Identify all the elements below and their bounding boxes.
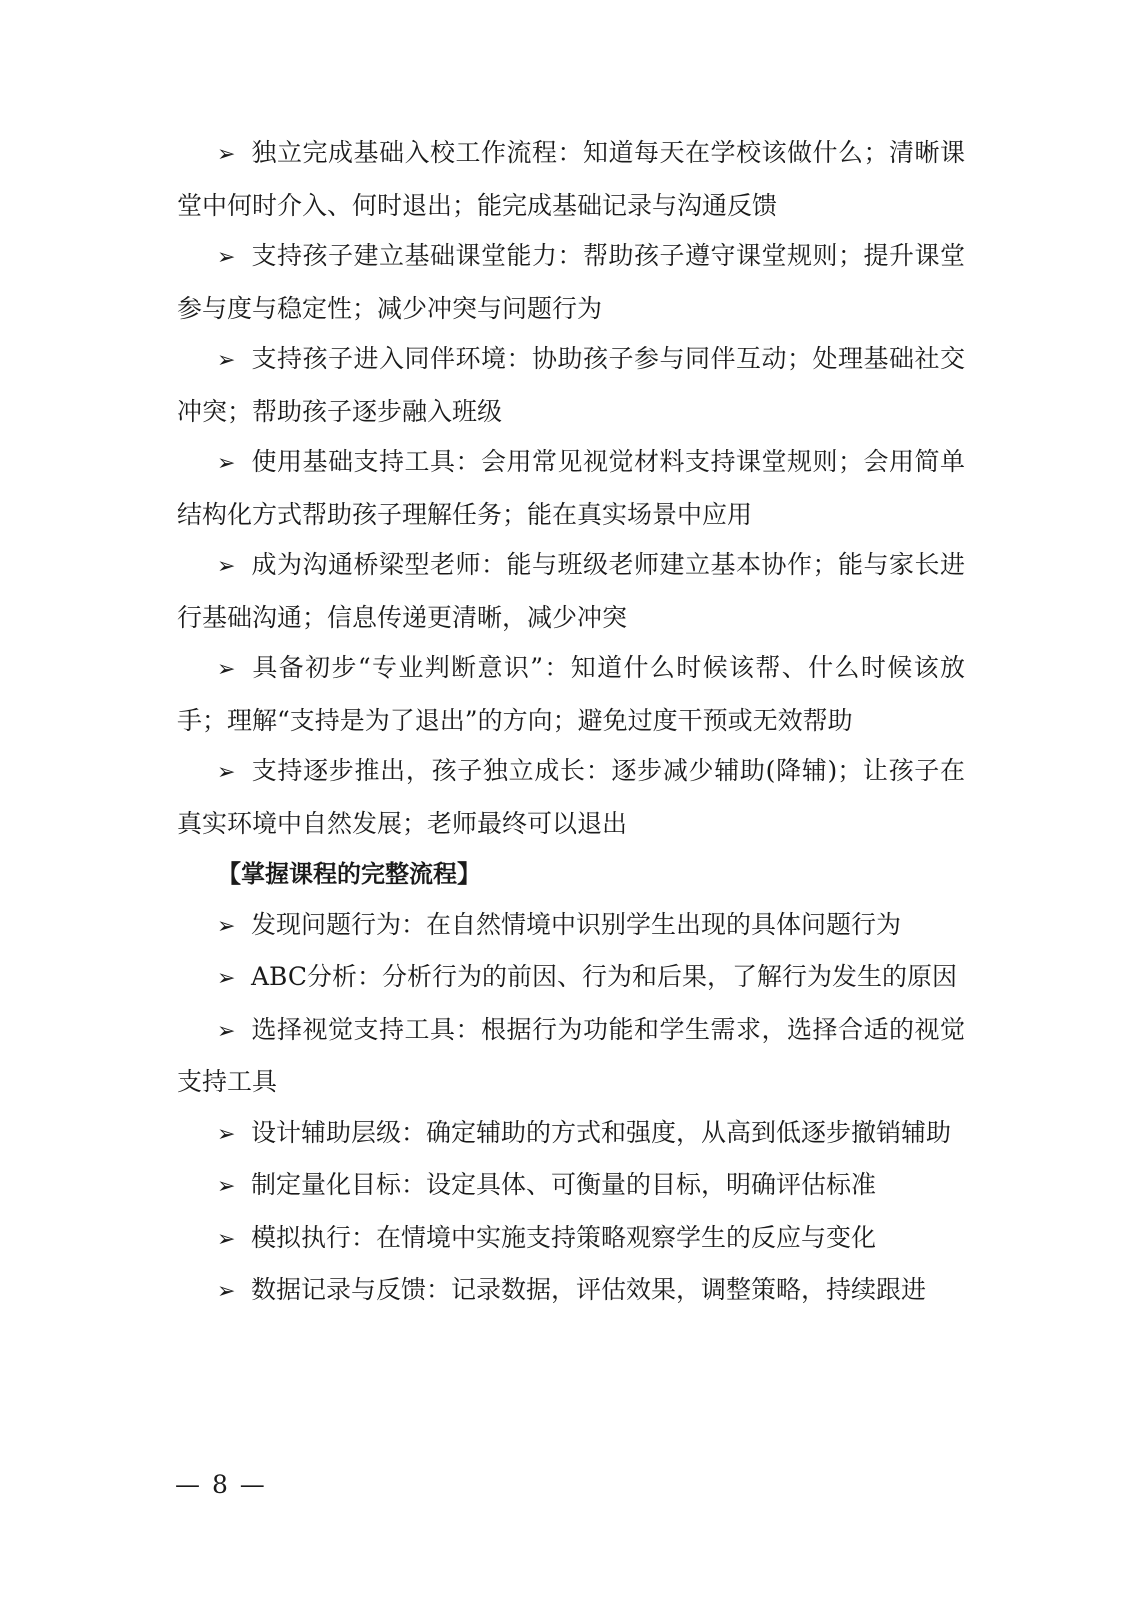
bullet-item bbox=[177, 1005, 965, 1108]
arrow-bullet-icon: ➢ bbox=[217, 1279, 236, 1304]
arrow-bullet-icon: ➢ bbox=[217, 760, 236, 785]
bullet-item bbox=[177, 128, 965, 231]
bullet-item bbox=[177, 746, 965, 849]
bullet-item bbox=[177, 643, 965, 746]
arrow-bullet-icon: ➢ bbox=[217, 554, 236, 579]
bullet-item bbox=[177, 334, 965, 437]
bullet-item bbox=[177, 1108, 965, 1161]
bullet-text: 具备初步“专业判断意识”：知道什么时候该帮、什么时候该放手；理解“支持是为了退出”的方向；避免过度干预或无效帮助 bbox=[177, 653, 965, 735]
bullet-text: ABC分析：分析行为的前因、行为和后果，了解行为发生的原因 bbox=[251, 962, 958, 991]
bullet-item bbox=[177, 437, 965, 540]
bullet-text: 独立完成基础入校工作流程：知道每天在学校该做什么；清晰课堂中何时介入、何时退出；能完成基础记录与沟通反馈 bbox=[177, 138, 965, 220]
arrow-bullet-icon: ➢ bbox=[217, 142, 236, 167]
arrow-bullet-icon: ➢ bbox=[217, 966, 236, 991]
page-number: — 8 — bbox=[175, 1470, 267, 1499]
arrow-bullet-icon: ➢ bbox=[217, 1121, 236, 1147]
body-text bbox=[177, 128, 965, 1318]
arrow-bullet-icon: ➢ bbox=[217, 1226, 236, 1252]
bullet-item bbox=[177, 1213, 965, 1266]
bullet-text: 成为沟通桥梁型老师：能与班级老师建立基本协作；能与家长进行基础沟通；信息传递更清晰，减少冲突 bbox=[177, 550, 965, 632]
bullet-item bbox=[177, 1265, 965, 1318]
bullet-text: 支持孩子进入同伴环境：协助孩子参与同伴互动；处理基础社交冲突；帮助孩子逐步融入班级 bbox=[177, 344, 965, 426]
arrow-bullet-icon: ➢ bbox=[217, 1174, 236, 1199]
arrow-bullet-icon: ➢ bbox=[217, 657, 236, 682]
arrow-bullet-icon: ➢ bbox=[217, 245, 236, 270]
bullet-text: 支持孩子建立基础课堂能力：帮助孩子遵守课堂规则；提升课堂参与度与稳定性；减少冲突与问题行为 bbox=[177, 241, 965, 323]
bullet-text: 设计辅助层级：确定辅助的方式和强度，从高到低逐步撤销辅助 bbox=[251, 1117, 952, 1147]
bullet-text: 选择视觉支持工具：根据行为功能和学生需求，选择合适的视觉支持工具 bbox=[177, 1014, 965, 1096]
bullet-item bbox=[177, 231, 965, 334]
arrow-bullet-icon: ➢ bbox=[217, 913, 236, 939]
section-heading: 【掌握课程的完整流程】 bbox=[217, 860, 481, 888]
arrow-bullet-icon: ➢ bbox=[217, 451, 236, 476]
bullet-text: 数据记录与反馈：记录数据，评估效果，调整策略，持续跟进 bbox=[251, 1275, 927, 1304]
bullet-item bbox=[177, 1160, 965, 1213]
bullet-item bbox=[177, 900, 965, 953]
bullet-text: 使用基础支持工具：会用常见视觉材料支持课堂规则；会用简单结构化方式帮助孩子理解任务；能在真实场景中应用 bbox=[177, 447, 965, 529]
bullet-text: 制定量化目标：设定具体、可衡量的目标，明确评估标准 bbox=[251, 1170, 877, 1199]
bullet-item bbox=[177, 540, 965, 643]
bullet-item bbox=[177, 952, 965, 1005]
bullet-text: 发现问题行为：在自然情境中识别学生出现的具体问题行为 bbox=[251, 909, 902, 939]
bullet-text: 模拟执行：在情境中实施支持策略观察学生的反应与变化 bbox=[251, 1222, 877, 1252]
bullet-text: 支持逐步推出，孩子独立成长：逐步减少辅助(降辅)；让孩子在真实环境中自然发展；老师最终可以退出 bbox=[177, 756, 965, 838]
arrow-bullet-icon: ➢ bbox=[217, 348, 236, 373]
arrow-bullet-icon: ➢ bbox=[217, 1018, 236, 1044]
